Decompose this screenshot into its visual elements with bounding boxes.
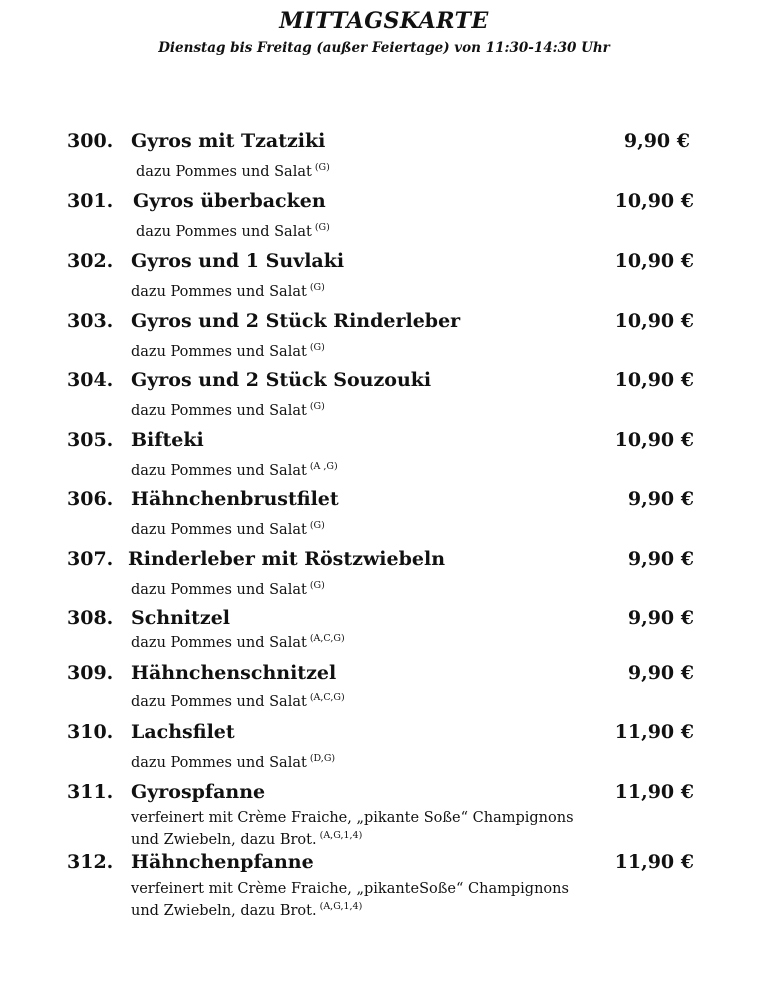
allergen-codes: (G) (314, 222, 330, 233)
allergen-codes: (A,C,G) (309, 633, 345, 644)
item-number: 300. (67, 130, 114, 152)
item-description-text: dazu Pommes und Salat (136, 224, 312, 240)
item-number: 309. (67, 662, 114, 684)
item-description-text: dazu Pommes und Salat (131, 582, 307, 598)
allergen-codes: (A,G,1,4) (319, 901, 363, 912)
item-description-text: verfeinert mit Crème Fraiche, „pikante Soße“ Champignons und Zwiebeln, dazu Brot. (131, 810, 574, 848)
item-price: 9,90 € (623, 130, 690, 152)
item-name: Hähnchenschnitzel (131, 662, 337, 684)
allergen-codes: (A ,G) (309, 461, 338, 472)
item-name: Hähnchenpfanne (131, 851, 314, 873)
item-description (131, 809, 601, 849)
item-name: Gyrospfanne (131, 781, 266, 803)
item-price: 10,90 € (614, 429, 694, 451)
item-name: Lachsfilet (131, 721, 235, 743)
item-name: Schnitzel (131, 607, 231, 629)
item-number: 305. (67, 429, 114, 451)
item-number: 307. (67, 548, 114, 570)
allergen-codes: (G) (309, 401, 325, 412)
page-title: MITTAGSKARTE (279, 8, 489, 34)
item-description-text: verfeinert mit Crème Fraiche, „pikanteSoße“ Champignons und Zwiebeln, dazu Brot. (131, 881, 569, 919)
allergen-codes: (A,C,G) (309, 692, 345, 703)
item-price: 9,90 € (627, 488, 694, 510)
item-description (131, 880, 601, 920)
allergen-codes: (A,G,1,4) (319, 830, 363, 841)
item-number: 303. (67, 310, 114, 332)
item-price: 9,90 € (627, 662, 694, 684)
item-name: Gyros und 2 Stück Souzouki (131, 369, 432, 391)
allergen-codes: (G) (309, 282, 325, 293)
allergen-codes: (G) (309, 342, 325, 353)
item-price: 9,90 € (627, 548, 694, 570)
item-description (131, 397, 601, 421)
item-description-text: dazu Pommes und Salat (131, 755, 307, 771)
item-number: 301. (67, 190, 114, 212)
item-number: 310. (67, 721, 114, 743)
item-description (131, 749, 601, 773)
item-number: 311. (67, 781, 114, 803)
item-name: Gyros und 2 Stück Rinderleber (131, 310, 461, 332)
item-number: 312. (67, 851, 114, 873)
item-description (131, 688, 601, 712)
item-name: Gyros und 1 Suvlaki (131, 250, 345, 272)
allergen-codes: (G) (309, 580, 325, 591)
item-description-text: dazu Pommes und Salat (131, 635, 307, 651)
item-number: 304. (67, 369, 114, 391)
page-subtitle: Dienstag bis Freitag (außer Feiertage) von 11:30-14:30 Uhr (158, 40, 610, 56)
item-name: Gyros überbacken (133, 190, 326, 212)
item-number: 306. (67, 488, 114, 510)
item-description-text: dazu Pommes und Salat (131, 403, 307, 419)
item-name: Rinderleber mit Röstzwiebeln (128, 548, 446, 570)
item-description-text: dazu Pommes und Salat (136, 164, 312, 180)
item-number: 308. (67, 607, 114, 629)
allergen-codes: (G) (309, 520, 325, 531)
item-description (131, 278, 601, 302)
item-description (131, 516, 601, 540)
item-description (131, 457, 601, 481)
item-price: 10,90 € (614, 250, 694, 272)
item-description (136, 218, 606, 242)
item-price: 9,90 € (627, 607, 694, 629)
item-price: 11,90 € (614, 721, 694, 743)
allergen-codes: (D,G) (309, 753, 336, 764)
item-description (136, 158, 606, 182)
item-description-text: dazu Pommes und Salat (131, 284, 307, 300)
item-number: 302. (67, 250, 114, 272)
item-description (131, 338, 601, 362)
item-price: 10,90 € (614, 190, 694, 212)
item-price: 11,90 € (614, 781, 694, 803)
item-price: 11,90 € (614, 851, 694, 873)
item-description-text: dazu Pommes und Salat (131, 694, 307, 710)
item-description-text: dazu Pommes und Salat (131, 344, 307, 360)
item-description-text: dazu Pommes und Salat (131, 522, 307, 538)
item-name: Hähnchenbrustfilet (131, 488, 339, 510)
item-description-text: dazu Pommes und Salat (131, 463, 307, 479)
item-name: Bifteki (131, 429, 204, 451)
item-description (131, 576, 601, 600)
allergen-codes: (G) (314, 162, 330, 173)
item-price: 10,90 € (614, 310, 694, 332)
item-name: Gyros mit Tzatziki (131, 130, 326, 152)
item-description (131, 629, 601, 653)
item-price: 10,90 € (614, 369, 694, 391)
